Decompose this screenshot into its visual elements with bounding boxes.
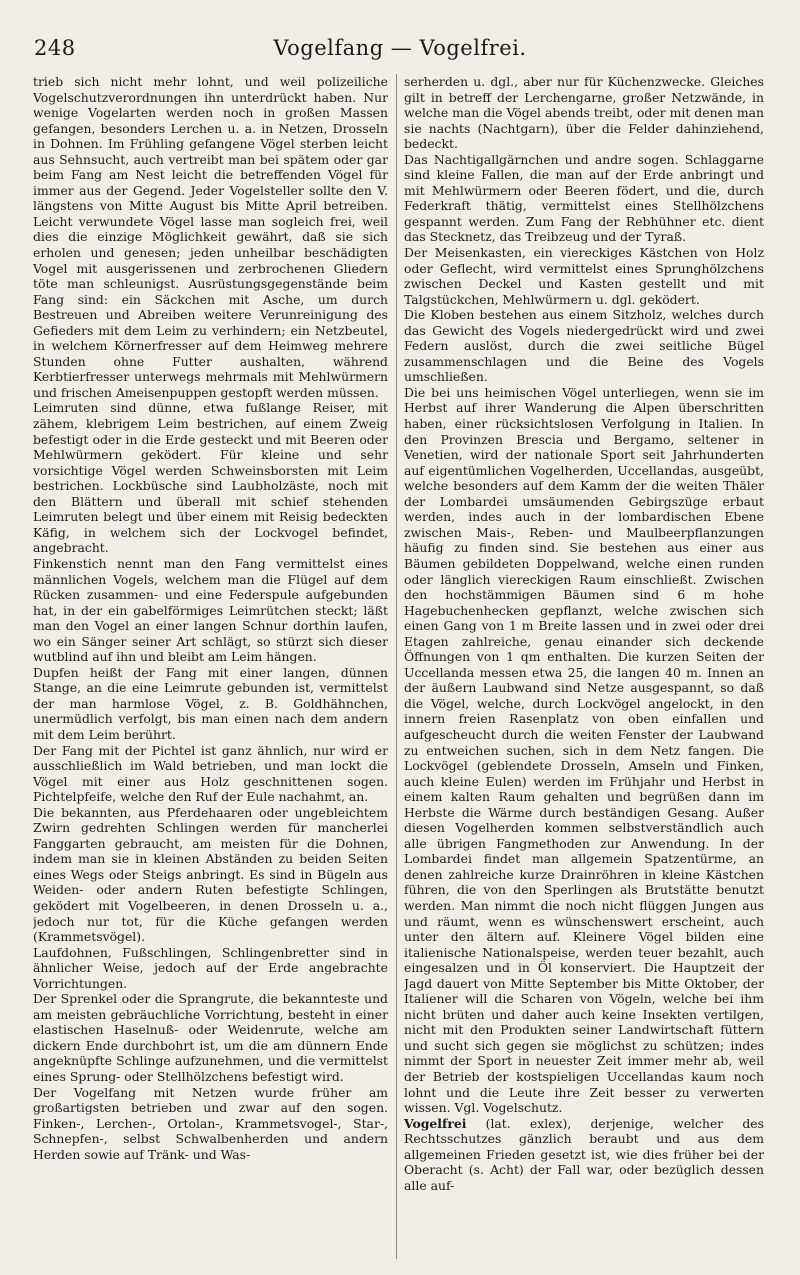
page-header [34, 36, 766, 64]
entry-vogelfrei [404, 1116, 764, 1194]
paragraph: Leimruten sind dünne, etwa fußlange Reiser, mit zähem, klebrigem Leim bestrichen, auf einem Zweig befestigt oder in die Erde gesteckt und mit Beeren oder Mehlwürmern geködert. Für kleine und sehr vorsichtige Vögel werden Schweinsborsten mit Leim bestrichen. Lockbüsche sind Laubholzäste, noch mit den Blättern und überall mit schief stehenden Leimruten belegt und über einem mit Reisig bedeckten Käfig, in welchem sich der Lockvogel befindet, angebracht. [33, 400, 388, 556]
paragraph: serherden u. dgl., aber nur für Küchenzwecke. Gleiches gilt in betreff der Lerchengarne, großer Netzwände, in welche man die Vögel abends treibt, oder mit denen man sie nachts (Nachtgarn), über die Felder dahinziehend, bedeckt. [404, 74, 764, 152]
page-number: 248 [34, 36, 76, 60]
left-column [33, 74, 388, 1259]
paragraph: Das Nachtigallgärnchen und andre sogen. Schlaggarne sind kleine Fallen, die man auf der Erde anbringt und mit Mehlwürmern oder Beeren födert, und die, durch Federkraft thätig, vermittelst eines Stellhölzchens gespannt werden. Zum Fang der Rebhühner etc. dient das Stecknetz, das Treibzeug und der Tyraß. [404, 151, 764, 245]
paragraph: Die bei uns heimischen Vögel unterliegen, wenn sie im Herbst auf ihrer Wanderung die Alpen überschritten haben, einer rücksichtslosen Verfolgung in Italien. In den Provinzen Brescia und Bergamo, seltener in Venetien, wird der nationale Sport seit Jahrhunderten auf eigentümlichen Vogelherden, Uccellandas, ausgeübt, welche besonders auf dem Kamm der die weiten Thäler der Lombardei umsäumenden Gebirgszüge erbaut werden, indes auch in der lombardischen Ebene zwischen Mais-, Reben- und Maulbeerpflanzungen häufig zu finden sind. Sie bestehen aus einer aus Bäumen gebildeten Doppelwand, welche einen runden oder länglich viereckigen Raum einschließt. Zwischen den hochstämmigen Bäumen sind 6 m hohe Hagebuchenhecken gepflanzt, welche zwischen sich einen Gang von 1 m Breite lassen und in zwei oder drei Etagen zahlreiche, genau einander sich deckende Öffnungen von 1 qm enthalten. Die kurzen Seiten der Uccellanda messen etwa 25, die langen 40 m. Innen an der äußern Laubwand sind Netze ausgespannt, so daß die Vögel, welche, durch Lockvögel angelockt, in den innern freien Rasenplatz von oben einfallen und aufgescheucht durch die weiten Fenster der Laubwand zu entweichen suchen, sich in dem Netz fangen. Die Lockvögel (geblendete Drosseln, Amseln und Finken, auch kleine Eulen) werden im Frühjahr und Herbst in einem kalten Raum gehalten und begrüßen dann im Herbste die Wärme durch beständigen Gesang. Außer diesen Vogelherden kommen selbstverständlich auch alle übrigen Fangmethoden zur Anwendung. In der Lombardei findet man allgemein Spatzentürme, an denen zahlreiche kurze Drainröhren in kleine Kästchen führen, die von den Sperlingen als Brutstätte benutzt werden. Man nimmt die noch nicht flüggen Jungen aus und räumt, wenn es wünschenswert erscheint, auch unter den ältern auf. Kleinere Vögel bilden eine italienische Nationalspeise, werden teuer bezahlt, auch eingesalzen und in Öl konserviert. Die Hauptzeit der Jagd dauert von Mitte September bis Mitte Oktober, der Italiener will die Scharen von Vögeln, welche bei ihm nicht brüten und daher auch keine Insekten vertilgen, nicht mit den Produkten seiner Landwirtschaft füttern und sucht sich gegen sie möglichst zu schützen; indes nimmt der Sport in neuester Zeit immer mehr ab, weil der Betrieb der kostspieligen Uccellandas kaum noch lohnt und die Leute ihre Zeit besser zu verwerten wissen. Vgl. Vogelschutz. [404, 384, 764, 1116]
paragraph: Laufdohnen, Fußschlingen, Schlingenbretter sind in ähnlicher Weise, jedoch auf der Erde angebrachte Vorrichtungen. [33, 944, 388, 991]
paragraph: Dupfen heißt der Fang mit einer langen, dünnen Stange, an die eine Leimrute gebunden ist, vermittelst der man harmlose Vögel, z. B. Goldhähnchen, unermüdlich verfolgt, bis man einen nach dem andern mit dem Leim berührt. [33, 664, 388, 742]
paragraph: Der Fang mit der Pichtel ist ganz ähnlich, nur wird er ausschließlich im Wald betrieben, und man lockt die Vögel mit einer aus Holz geschnittenen sogen. Pichtelpfeife, welche den Ruf der Eule nachahmt, an. [33, 742, 388, 805]
paragraph: Der Sprenkel oder die Sprangrute, die bekannteste und am meisten gebräuchliche Vorrichtung, besteht in einer elastischen Haselnuß- oder Weidenrute, welche am dickern Ende durchbohrt ist, um die am dünnern Ende angeknüpfte Schlinge aufzunehmen, und die vermittelst eines Sprung- oder Stellhölzchens befestigt wird. [33, 991, 388, 1084]
paragraph: Die bekannten, aus Pferdehaaren oder ungebleichtem Zwirn gedrehten Schlingen werden für mancherlei Fanggarten gebraucht, am meisten für die Dohnen, indem man sie in kleinen Abständen zu beiden Seiten eines Wegs oder Steigs anbringt. Es sind in Bügeln aus Weiden- oder andern Ruten befestigte Schlingen, geködert mit Vogelbeeren, in denen Drosseln u. a., jedoch nur tot, für die Küche gefangen werden (Krammetsvögel). [33, 804, 388, 945]
right-column [404, 74, 764, 1259]
paragraph: Der Meisenkasten, ein viereckiges Kästchen von Holz oder Geflecht, wird vermittelst eines Sprunghölzchens zwischen Deckel und Kasten gestellt und mit Talgstückchen, Mehlwürmern u. dgl. geködert. [404, 245, 764, 307]
paragraph: Die Kloben bestehen aus einem Sitzholz, welches durch das Gewicht des Vogels niedergedrückt wird und zwei Federn auslöst, durch die zwei seitliche Bügel zusammenschlagen und die Beine des Vogels umschließen. [404, 307, 764, 385]
entry-text: (lat. exlex), derjenige, welcher des Rechtsschutzes gänzlich beraubt und aus dem allgemeinen Frieden gesetzt ist, wie dies früher bei der Oberacht (s. Acht) der Fall war, oder bezüglich dessen alle auf- [404, 1115, 764, 1193]
paragraph: trieb sich nicht mehr lohnt, und weil polizeiliche Vogelschutzverordnungen ihn unterdrückt haben. Nur wenige Vogelarten werden noch in großen Massen gefangen, besonders Lerchen u. a. in Netzen, Drosseln in Dohnen. Im Frühling gefangene Vögel sterben leicht aus Sehnsucht, auch vertreibt man bei spätem oder gar beim Fang am Nest leicht die betreffenden Vögel für immer aus der Gegend. Jeder Vogelsteller sollte den V. längstens von Mitte August bis Mitte April betreiben. Leicht verwundete Vögel lasse man sogleich frei, weil dies die einzige Möglichkeit gewährt, daß sie sich erholen und genesen; jeden unheilbar beschädigten Vogel mit ausgerissenen und zerbrochenen Gliedern töte man schleunigst. Ausrüstungsgegenstände beim Fang sind: ein Säckchen mit Asche, um durch Bestreuen und Abreiben weitere Verunreinigung des Gefieders mit dem Leim zu verhindern; ein Netzbeutel, in welchem Körnerfresser auf dem Heimweg mehrere Stunden ohne Futter aushalten, während Kerbtierfresser unterwegs mehrmals mit Mehlwürmern und frischen Ameisenpuppen gestopft werden müssen. [33, 74, 388, 400]
headword: Vogelfrei [404, 1115, 467, 1131]
paragraph: Finkenstich nennt man den Fang vermittelst eines männlichen Vogels, welchem man die Flügel auf dem Rücken zusammen- und eine Federspule aufgebunden hat, in der ein gabelförmiges Leimrütchen steckt; läßt man den Vogel an einer langen Schnur dorthin laufen, wo ein Sänger seiner Art schlägt, so stürzt sich dieser wutblind auf ihn und bleibt am Leim hängen. [33, 555, 388, 665]
paragraph: Der Vogelfang mit Netzen wurde früher am großartigsten betrieben und zwar auf den sogen. Finken-, Lerchen-, Ortolan-, Krammetsvogel-, Star-, Schnepfen-, selbst Schwalbenherden und andern Herden sowie auf Tränk- und Was- [33, 1084, 388, 1162]
running-title: Vogelfang — Vogelfrei. [273, 36, 527, 60]
column-divider [396, 74, 397, 1259]
